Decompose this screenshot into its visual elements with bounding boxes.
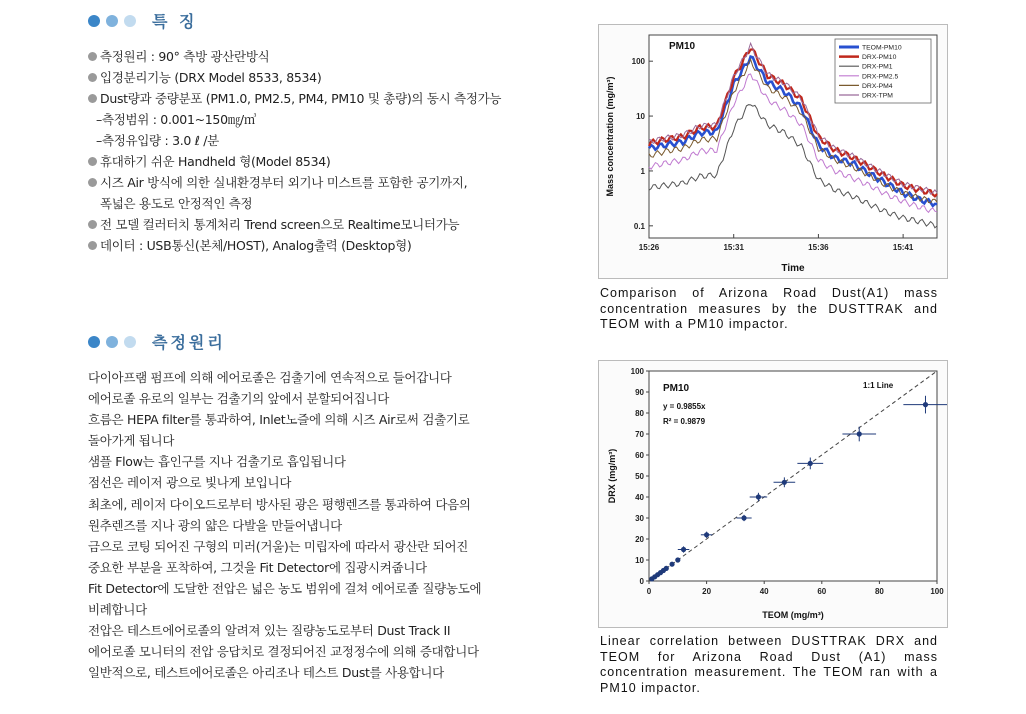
- x-tick-label: 20: [702, 587, 712, 596]
- principle-line: 금으로 코팅 되어진 구형의 미러(거울)는 미립자에 따라서 광산란 되어진: [88, 538, 469, 554]
- y-tick-label: 60: [635, 451, 644, 460]
- bullet-icon: [88, 52, 97, 61]
- principle-line: 다이아프램 펌프에 의해 에어로졸은 검출기에 연속적으로 들어갑니다: [88, 370, 452, 385]
- dot-icon: [124, 336, 136, 348]
- legend-label: TEOM-PM10: [862, 44, 902, 52]
- heading-dots: [88, 15, 136, 27]
- chart-title: PM10: [669, 41, 696, 52]
- principle-line: 에어로졸 유로의 일부는 검출기의 앞에서 분할되어집니다: [88, 391, 389, 407]
- time-series-chart: [599, 25, 947, 278]
- data-point: [923, 402, 928, 407]
- y-tick-label: 0.1: [633, 221, 645, 231]
- principle-line: 샘플 Flow는 흡인구를 지나 검출기로 흡입됩니다: [88, 454, 346, 470]
- feature-text: 휴대하기 쉬운 Handheld 형(Model 8534): [100, 154, 331, 169]
- x-axis-label: Time: [781, 263, 805, 274]
- heading-dots: [88, 336, 136, 348]
- principle-line: Fit Detector에 도달한 전압은 넓은 농도 범위에 걸쳐 에어로졸 질량농도에: [88, 580, 482, 596]
- feature-item: [88, 214, 558, 235]
- principle-line: 최초에, 레이저 다이오드로부터 방사된 광은 평행렌즈를 통과하여 다음의: [88, 496, 471, 512]
- feature-text: 시즈 Air 방식에 의한 실내환경부터 외기나 미스트를 포함한 공기까지,: [100, 175, 468, 190]
- principle-line: 전압은 테스트에어로졸의 알려져 있는 질량농도로부터 Dust Track II: [88, 623, 451, 639]
- feature-item: [88, 172, 558, 193]
- dot-icon: [124, 15, 136, 27]
- bullet-icon: [88, 94, 97, 103]
- data-point: [741, 515, 746, 520]
- feature-item: [88, 193, 558, 214]
- x-tick-label: 60: [817, 587, 827, 596]
- y-tick-label: 100: [630, 367, 644, 376]
- bullet-icon: [88, 241, 97, 250]
- x-tick-label: 15:41: [892, 243, 914, 252]
- data-point: [675, 557, 680, 562]
- y-tick-label: 70: [635, 430, 644, 439]
- line-annotation: 1:1 Line: [863, 381, 894, 390]
- features-heading: [88, 9, 197, 32]
- principle-heading: [88, 330, 226, 353]
- y-tick-label: 0: [639, 577, 644, 586]
- feature-item: [88, 151, 558, 172]
- x-tick-label: 100: [930, 587, 944, 596]
- legend-label: DRX-PM2.5: [862, 73, 899, 81]
- feature-item: [88, 88, 558, 109]
- feature-text: –측정범위 : 0.001~150㎎/㎥: [96, 112, 257, 127]
- figure1-caption: Comparison of Arizona Road Dust(A1) mass concentration measures by the DUSTTRAK and TEOM with a PM10 impactor.: [600, 286, 938, 331]
- y-axis-label: DRX (mg/m³): [607, 448, 617, 504]
- dot-icon: [106, 336, 118, 348]
- legend-label: DRX-PM4: [862, 82, 893, 90]
- principle-line: 비례합니다: [88, 602, 147, 618]
- dot-icon: [106, 15, 118, 27]
- feature-text: 폭넓은 용도로 안정적인 측정: [100, 196, 253, 211]
- data-point: [756, 494, 761, 499]
- chart-title: PM10: [663, 383, 690, 394]
- y-tick-label: 30: [635, 514, 644, 523]
- x-tick-label: 15:36: [808, 243, 829, 252]
- dot-icon: [88, 15, 100, 27]
- x-tick-label: 15:31: [723, 243, 744, 252]
- feature-text: 데이터 : USB통신(본체/HOST), Analog출력 (Desktop형): [100, 238, 412, 253]
- legend-label: DRX-PM1: [862, 63, 893, 71]
- feature-text: 측정원리 : 90° 측방 광산란방식: [100, 49, 270, 64]
- y-tick-label: 50: [635, 472, 644, 481]
- y-tick-label: 20: [635, 535, 644, 544]
- feature-text: –측정유입량 : 3.0 ℓ /분: [96, 133, 219, 148]
- feature-text: Dust량과 중량분포 (PM1.0, PM2.5, PM4, PM10 및 총량)의 동시 측정가능: [100, 91, 502, 106]
- equation-annotation: y = 0.9855x: [663, 402, 706, 411]
- x-tick-label: 40: [759, 587, 769, 596]
- y-tick-label: 1: [640, 166, 645, 176]
- principle-line: 돌아가게 됩니다: [88, 433, 175, 449]
- y-tick-label: 100: [631, 57, 645, 67]
- bullet-icon: [88, 157, 97, 166]
- data-point: [857, 431, 862, 436]
- feature-item: [88, 235, 558, 256]
- feature-item: [88, 109, 558, 130]
- data-point: [664, 566, 669, 571]
- legend-label: DRX-TPM: [862, 92, 893, 100]
- x-tick-label: 80: [874, 587, 884, 596]
- scatter-figure: [598, 360, 948, 628]
- feature-item: [88, 46, 558, 67]
- bullet-icon: [88, 178, 97, 187]
- data-point: [704, 532, 709, 537]
- x-tick-label: 0: [646, 587, 652, 596]
- data-point: [782, 480, 787, 485]
- figure2-caption: Linear correlation between DUSTTRAK DRX and TEOM for Arizona Road Dust (A1) mass concentration measurement. The TEOM ran with a PM10 impactor.: [600, 634, 938, 695]
- data-point: [681, 547, 686, 552]
- legend-label: DRX-PM10: [862, 54, 897, 62]
- data-point: [669, 562, 674, 567]
- principle-line: 일반적으로, 테스트에어로졸은 아리조나 테스트 Dust를 사용합니다: [88, 665, 444, 681]
- bullet-icon: [88, 73, 97, 82]
- y-tick-label: 90: [635, 388, 644, 397]
- feature-text: 전 모델 컬러터치 통계처리 Trend screen으로 Realtime모니터가능: [100, 217, 460, 232]
- x-axis-label: TEOM (mg/m³): [762, 610, 824, 620]
- principle-text: [88, 367, 558, 683]
- r-squared-annotation: R² = 0.9879: [663, 417, 706, 426]
- y-tick-label: 10: [635, 556, 644, 565]
- principle-line: 점선은 레이저 광으로 빛나게 보입니다: [88, 475, 292, 491]
- y-tick-label: 10: [636, 112, 645, 122]
- principle-line: 흐름은 HEPA filter를 통과하여, Inlet노즐에 의해 시즈 Air로써 검출기로: [88, 412, 470, 428]
- feature-text: 입경분리기능 (DRX Model 8533, 8534): [100, 70, 322, 85]
- feature-item: [88, 130, 558, 151]
- x-tick-label: 15:26: [638, 243, 660, 252]
- features-title: 특 징: [152, 12, 198, 31]
- scatter-chart: [599, 361, 947, 627]
- y-axis-label: Mass concentration (mg/m³): [605, 76, 615, 197]
- time-series-figure: [598, 24, 948, 279]
- bullet-icon: [88, 220, 97, 229]
- principle-line: 원추렌즈를 지나 광의 얇은 다발을 만들어냅니다: [88, 517, 342, 533]
- feature-item: [88, 67, 558, 88]
- principle-line: 중요한 부분을 포착하여, 그것을 Fit Detector에 집광시켜줍니다: [88, 559, 427, 575]
- features-list: [88, 46, 558, 256]
- data-point: [808, 461, 813, 466]
- principle-line: 에어로졸 모니터의 전압 응답치로 결정되어진 교정정수에 의해 증대합니다: [88, 644, 479, 660]
- y-tick-label: 40: [635, 493, 644, 502]
- dot-icon: [88, 336, 100, 348]
- principle-title: 측정원리: [152, 333, 226, 352]
- y-tick-label: 80: [635, 409, 644, 418]
